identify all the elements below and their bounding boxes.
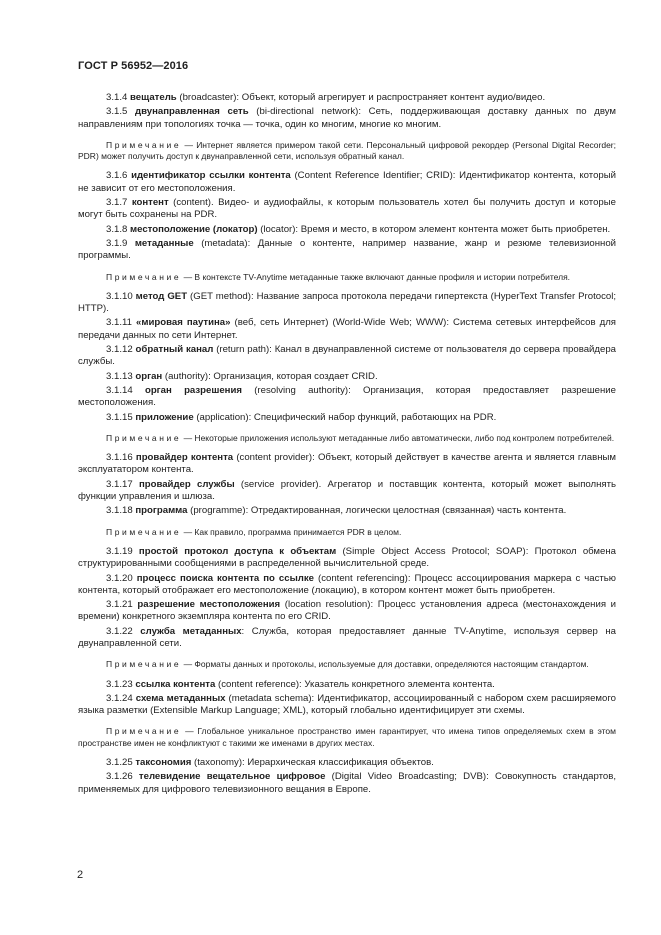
definition-paragraph xyxy=(78,573,616,598)
definition-text: (content referencing): Процесс ассоциирования маркера с частью контента, который отображает его местоположение (локацию), в котором контент может быть приобретен. xyxy=(78,572,616,596)
definition-paragraph xyxy=(78,344,616,369)
note-paragraph xyxy=(78,272,616,283)
definition-text: (Digital Video Broadcasting; DVB): Совокупность стандартов, применяемых для цифрового телевизионного вещания в Европе. xyxy=(78,771,617,795)
definition-text: (taxonomy): Иерархическая классификация объектов. xyxy=(191,757,434,769)
definition-number: 3.1.7 xyxy=(106,197,128,209)
definition-text: (resolving authority): Организация, которая предоставляет разрешение местоположения. xyxy=(78,384,616,409)
definition-paragraph xyxy=(78,371,616,383)
definition-number: 3.1.20 xyxy=(106,572,133,584)
definition-number: 3.1.26 xyxy=(106,771,133,783)
definition-number: 3.1.5 xyxy=(106,106,128,118)
note-text: — Глобальное уникальное пространство имен гарантирует, что имена типов определяемых схем в этом пространстве имен не конфликтуют с такими же именами в других местах. xyxy=(78,726,616,748)
note-label: Примечание xyxy=(106,271,182,282)
definition-text: (bi-directional network): Сеть, поддерживающая доставку данных по двум направлениям при топологиях точка — точка, один ко многим, многие ко многим. xyxy=(78,106,616,130)
document-header: ГОСТ Р 56952—2016 xyxy=(78,60,189,72)
definition-paragraph xyxy=(78,479,616,504)
definition-number: 3.1.13 xyxy=(106,370,133,382)
definition-paragraph xyxy=(78,771,616,796)
definition-term: простой протокол доступа к объектам xyxy=(138,545,337,557)
note-label: Примечание xyxy=(106,659,182,670)
definition-text: (веб, сеть Интернет) (World-Wide Web; WWW): Система сетевых интерфейсов для передачи данных по сети Интернет. xyxy=(78,317,616,341)
definition-text: (content reference): Указатель конкретного элемента контента. xyxy=(215,678,495,690)
definition-term: таксономия xyxy=(135,757,192,769)
definition-paragraph xyxy=(78,452,616,477)
definition-paragraph xyxy=(78,757,616,769)
definition-term: орган xyxy=(135,370,163,382)
note-paragraph xyxy=(78,527,616,538)
definition-paragraph xyxy=(78,317,616,342)
document-body xyxy=(78,92,616,798)
definition-term: служба метаданных xyxy=(140,625,242,637)
definition-number: 3.1.9 xyxy=(106,237,128,249)
definition-number: 3.1.15 xyxy=(106,411,133,423)
definition-paragraph xyxy=(78,412,616,424)
definition-text: (GET method): Название запроса протокола передачи гипертекста (HyperText Transfer Protocol; HTTP). xyxy=(78,290,616,315)
note-paragraph xyxy=(78,140,616,163)
definition-term: двунаправленная сеть xyxy=(135,106,249,118)
page-number: 2 xyxy=(77,869,84,881)
note-text: — Форматы данных и протоколы, используемые для доставки, определяются настоящим стандартом. xyxy=(181,659,589,670)
definition-number: 3.1.12 xyxy=(106,344,133,356)
note-text: — Интернет является примером такой сети. Персональный цифровой рекордер (Personal Digital Recorder; PDR) может получить доступ к двунаправленной сети, используя обратный канал. xyxy=(78,139,616,162)
definition-text: (service provider). Агрегатор и поставщик контента, который может выполнять функции управления и шлюза. xyxy=(78,478,616,503)
definition-text: (broadcaster): Объект, который агрегирует и распространяет контент аудио/видео. xyxy=(176,92,546,103)
definition-number: 3.1.11 xyxy=(106,317,132,329)
definition-number: 3.1.24 xyxy=(106,692,133,704)
definition-term: метод GET xyxy=(135,290,188,302)
definition-term: провайдер контента xyxy=(135,452,234,464)
definition-paragraph xyxy=(78,599,616,624)
definition-text: (location resolution): Процесс установления адреса (местонахождения и времени) конкретного экземпляра контента по его CRID. xyxy=(78,599,617,623)
definition-number: 3.1.10 xyxy=(106,290,133,302)
definition-number: 3.1.22 xyxy=(106,625,133,637)
definition-paragraph xyxy=(78,505,616,517)
definition-number: 3.1.8 xyxy=(106,223,128,235)
definition-text: (content). Видео- и аудиофайлы, к которым пользователь хотел бы получить доступ и которые могут быть сохранены на PDR. xyxy=(78,197,616,221)
definition-paragraph xyxy=(78,197,616,222)
definition-paragraph xyxy=(78,224,616,236)
note-label: Примечание xyxy=(106,139,182,150)
definition-term: приложение xyxy=(135,411,194,423)
definition-number: 3.1.16 xyxy=(106,452,133,464)
definition-text: (authority): Организация, которая создает CRID. xyxy=(162,370,378,382)
definition-number: 3.1.18 xyxy=(106,505,133,517)
definition-term: контент xyxy=(131,197,169,209)
definition-term: вещатель xyxy=(130,92,177,103)
definition-text: (content provider): Объект, который действует в качестве агента и является главным эксплуататором контента. xyxy=(78,452,616,476)
definition-paragraph xyxy=(78,693,616,718)
definition-paragraph xyxy=(78,626,616,651)
definition-paragraph xyxy=(78,238,616,263)
note-label: Примечание xyxy=(106,726,182,737)
definition-term: программа xyxy=(135,505,188,517)
definition-text: (application): Специфический набор функций, работающих на PDR. xyxy=(193,411,497,423)
definition-paragraph xyxy=(78,92,616,104)
definition-term: идентификатор ссылки контента xyxy=(131,170,291,182)
definition-number: 3.1.19 xyxy=(106,545,133,557)
definition-paragraph xyxy=(78,546,616,571)
definition-text: (Simple Object Access Protocol; SOAP): Протокол обмена структурированными сообщениями в распределенной вычислительной среде. xyxy=(78,545,616,570)
definition-number: 3.1.23 xyxy=(106,678,133,690)
definition-term: процесс поиска контента по ссылке xyxy=(136,572,314,584)
note-paragraph xyxy=(78,659,616,670)
note-text: — Как правило, программа принимается PDR в целом. xyxy=(181,526,402,537)
definition-term: разрешение местоположения xyxy=(137,599,281,611)
definition-term: метаданные xyxy=(134,237,194,249)
definition-term: «мировая паутина» xyxy=(136,317,231,329)
definition-number: 3.1.21 xyxy=(106,599,133,611)
definition-term: схема метаданных xyxy=(135,692,226,704)
definition-number: 3.1.17 xyxy=(106,478,133,490)
definition-term: телевидение вещательное цифровое xyxy=(138,771,326,783)
definition-term: ссылка контента xyxy=(135,678,216,690)
definition-term: провайдер службы xyxy=(138,478,235,490)
definition-paragraph xyxy=(78,385,616,410)
definition-paragraph xyxy=(78,291,616,316)
definition-term: обратный канал xyxy=(135,344,214,356)
note-paragraph xyxy=(78,433,616,444)
definition-term: местоположение (локатор) xyxy=(130,223,258,235)
definition-paragraph xyxy=(78,106,616,131)
definition-text: (return path): Канал в двунаправленной системе от пользователя до сервера провайдера службы. xyxy=(78,344,617,368)
definition-text: (Content Reference Identifier; CRID): Идентификатор контента, который не зависит от его местоположения. xyxy=(78,170,616,194)
definition-term: орган разрешения xyxy=(144,384,242,396)
note-text: — В контексте TV-Anytime метаданные также включают данные профиля и истории потребителя. xyxy=(181,271,571,282)
note-label: Примечание xyxy=(106,526,182,537)
definition-text: : Служба, которая предоставляет данные TV-Anytime, используя сервер на двунаправленной сети. xyxy=(78,625,617,649)
definition-number: 3.1.4 xyxy=(106,92,128,103)
definition-text: (metadata schema): Идентификатор, ассоциированный с набором схем расширяемого языка разметки (Extensible Markup Language; XML), который глобально идентифицирует эти схемы. xyxy=(78,692,616,717)
note-paragraph xyxy=(78,726,616,749)
note-label: Примечание xyxy=(106,432,182,443)
note-text: — Некоторые приложения используют метаданные либо автоматически, либо под контролем потребителей. xyxy=(181,432,615,443)
definition-text: (locator): Время и место, в котором элемент контента может быть приобретен. xyxy=(257,223,611,235)
definition-number: 3.1.25 xyxy=(106,757,133,769)
definition-paragraph xyxy=(78,170,616,195)
definition-paragraph xyxy=(78,679,616,691)
definition-number: 3.1.6 xyxy=(106,170,128,182)
definition-text: (metadata): Данные о контенте, например название, жанр и резюме телевизионной программы. xyxy=(78,237,617,262)
definition-number: 3.1.14 xyxy=(106,384,133,396)
definition-text: (programme): Отредактированная, логически целостная (связанная) часть контента. xyxy=(187,505,567,517)
